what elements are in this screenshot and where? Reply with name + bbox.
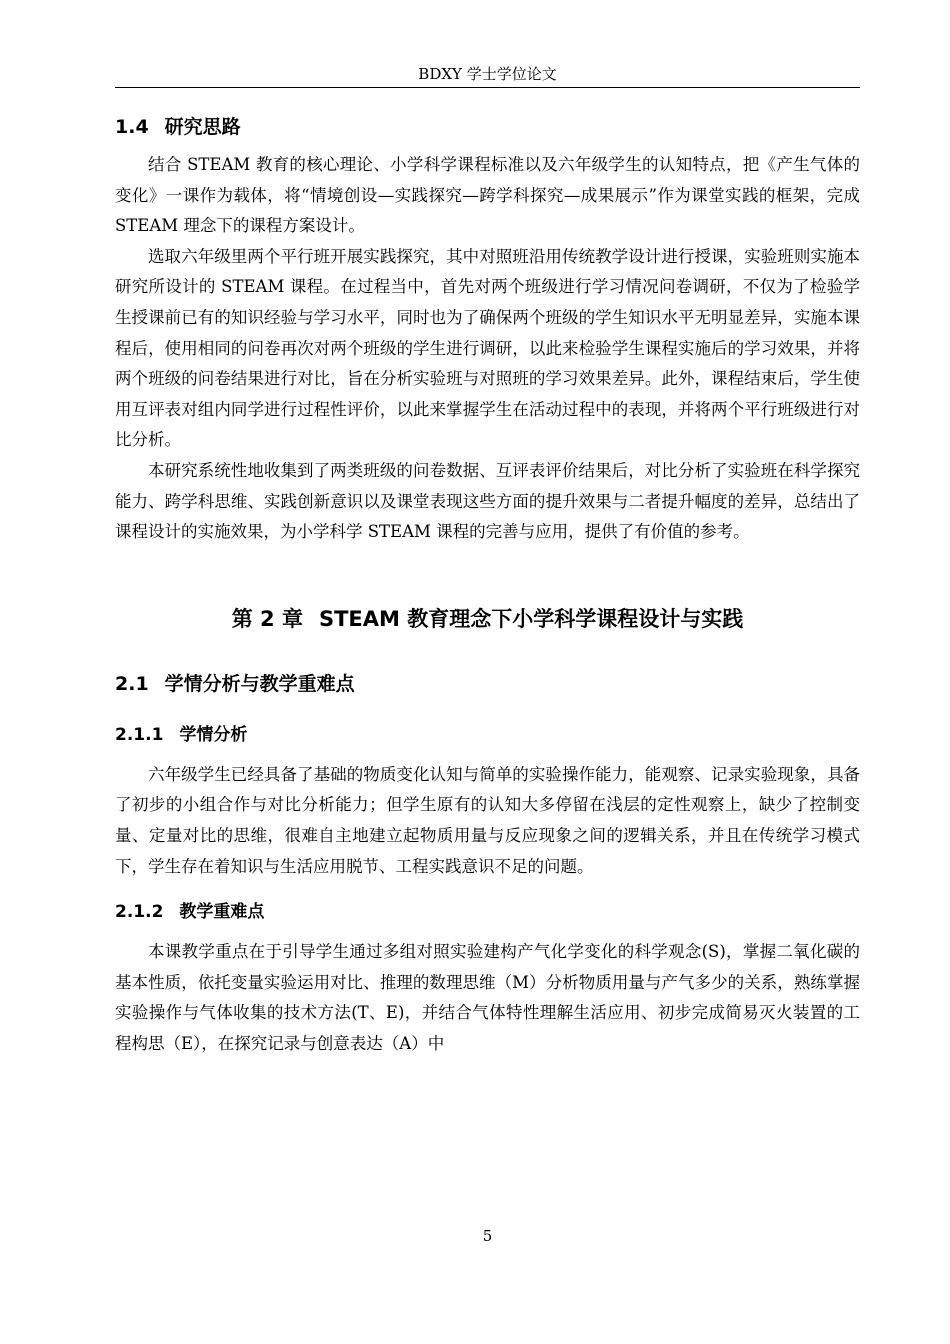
- chapter-title: STEAM 教育理念下小学科学课程设计与实践: [318, 606, 744, 631]
- subsection-title: 教学重难点: [179, 902, 265, 923]
- paragraph: 六年级学生已经具备了基础的物质变化认知与简单的实验操作能力，能观察、记录实验现象，具备了初步的小组合作与对比分析能力；但学生原有的认知大多停留在浅层的定性观察上，缺少了控制变量、定量对比的思维，很难自主地建立起物质用量与反应现象之间的逻辑关系，并且在传统学习模式下，学生存在着知识与生活应用脱节、工程实践意识不足的问题。: [115, 764, 860, 876]
- chapter-number: 第 2 章: [231, 606, 303, 631]
- paragraph: 选取六年级里两个平行班开展实践探究，其中对照班沿用传统教学设计进行授课，实验班则实施本研究所设计的 STEAM 课程。在过程当中，首先对两个班级进行学习情况问卷调研，不仅为了检验学生授课前已有的知识经验与学习水平，同时也为了确保两个班级的学生知识水平无明显差异，实施本课程后，使用相同的问卷再次对两个班级的学生进行调研，以此来检验学生课程实施后的学习效果，并将两个班级的问卷结果进行对比，旨在分析实验班与对照班的学习效果差异。此外，课程结束后，学生使用互评表对组内同学进行过程性评价，以此来掌握学生在活动过程中的表现，并将两个平行班级进行对比分析。: [115, 246, 860, 450]
- section-heading-2-1: [115, 671, 860, 697]
- header-rule: [115, 87, 860, 88]
- subsection-heading-2-1-1: [115, 723, 860, 747]
- paragraph: 结合 STEAM 教育的核心理论、小学科学课程标准以及六年级学生的认知特点，把《产生气体的变化》一课作为载体，将“情境创设—实践探究—跨学科探究—成果展示”作为课堂实践的框架，完成 STEAM 理念下的课程方案设计。: [115, 155, 860, 236]
- paragraph: 本研究系统性地收集到了两类班级的问卷数据、互评表评价结果后，对比分析了实验班在科学探究能力、跨学科思维、实践创新意识以及课堂表现这些方面的提升效果与二者提升幅度的差异，总结出了课程设计的实施效果，为小学科学 STEAM 课程的完善与应用，提供了有价值的参考。: [115, 460, 860, 542]
- section-number: 1.4: [115, 116, 149, 138]
- subsection-heading-2-1-2: [115, 900, 860, 924]
- section-title: 学情分析与教学重难点: [164, 672, 355, 695]
- page-number: 5: [482, 1227, 493, 1245]
- section-heading-1-4: [115, 114, 860, 140]
- subsection-number: 2.1.2: [115, 902, 164, 923]
- chapter-heading: [115, 604, 860, 634]
- subsection-number: 2.1.1: [115, 724, 164, 745]
- subsection-title: 学情分析: [179, 724, 248, 745]
- running-header: BDXY 学士学位论文: [418, 65, 557, 83]
- paragraph: 本课教学重点在于引导学生通过多组对照实验建构产气化学变化的科学观念(S)，掌握二氧化碳的基本性质，依托变量实验运用对比、推理的数理思维（M）分析物质用量与产气多少的关系，熟练掌握实验操作与气体收集的技术方法(T、E)，并结合气体特性理解生活应用、初步完成简易灭火装置的工程构思（E），在探究记录与创意表达（A）中: [115, 942, 860, 1053]
- page-body: [115, 114, 860, 1059]
- section-title: 研究思路: [164, 116, 241, 138]
- section-number: 2.1: [115, 672, 149, 695]
